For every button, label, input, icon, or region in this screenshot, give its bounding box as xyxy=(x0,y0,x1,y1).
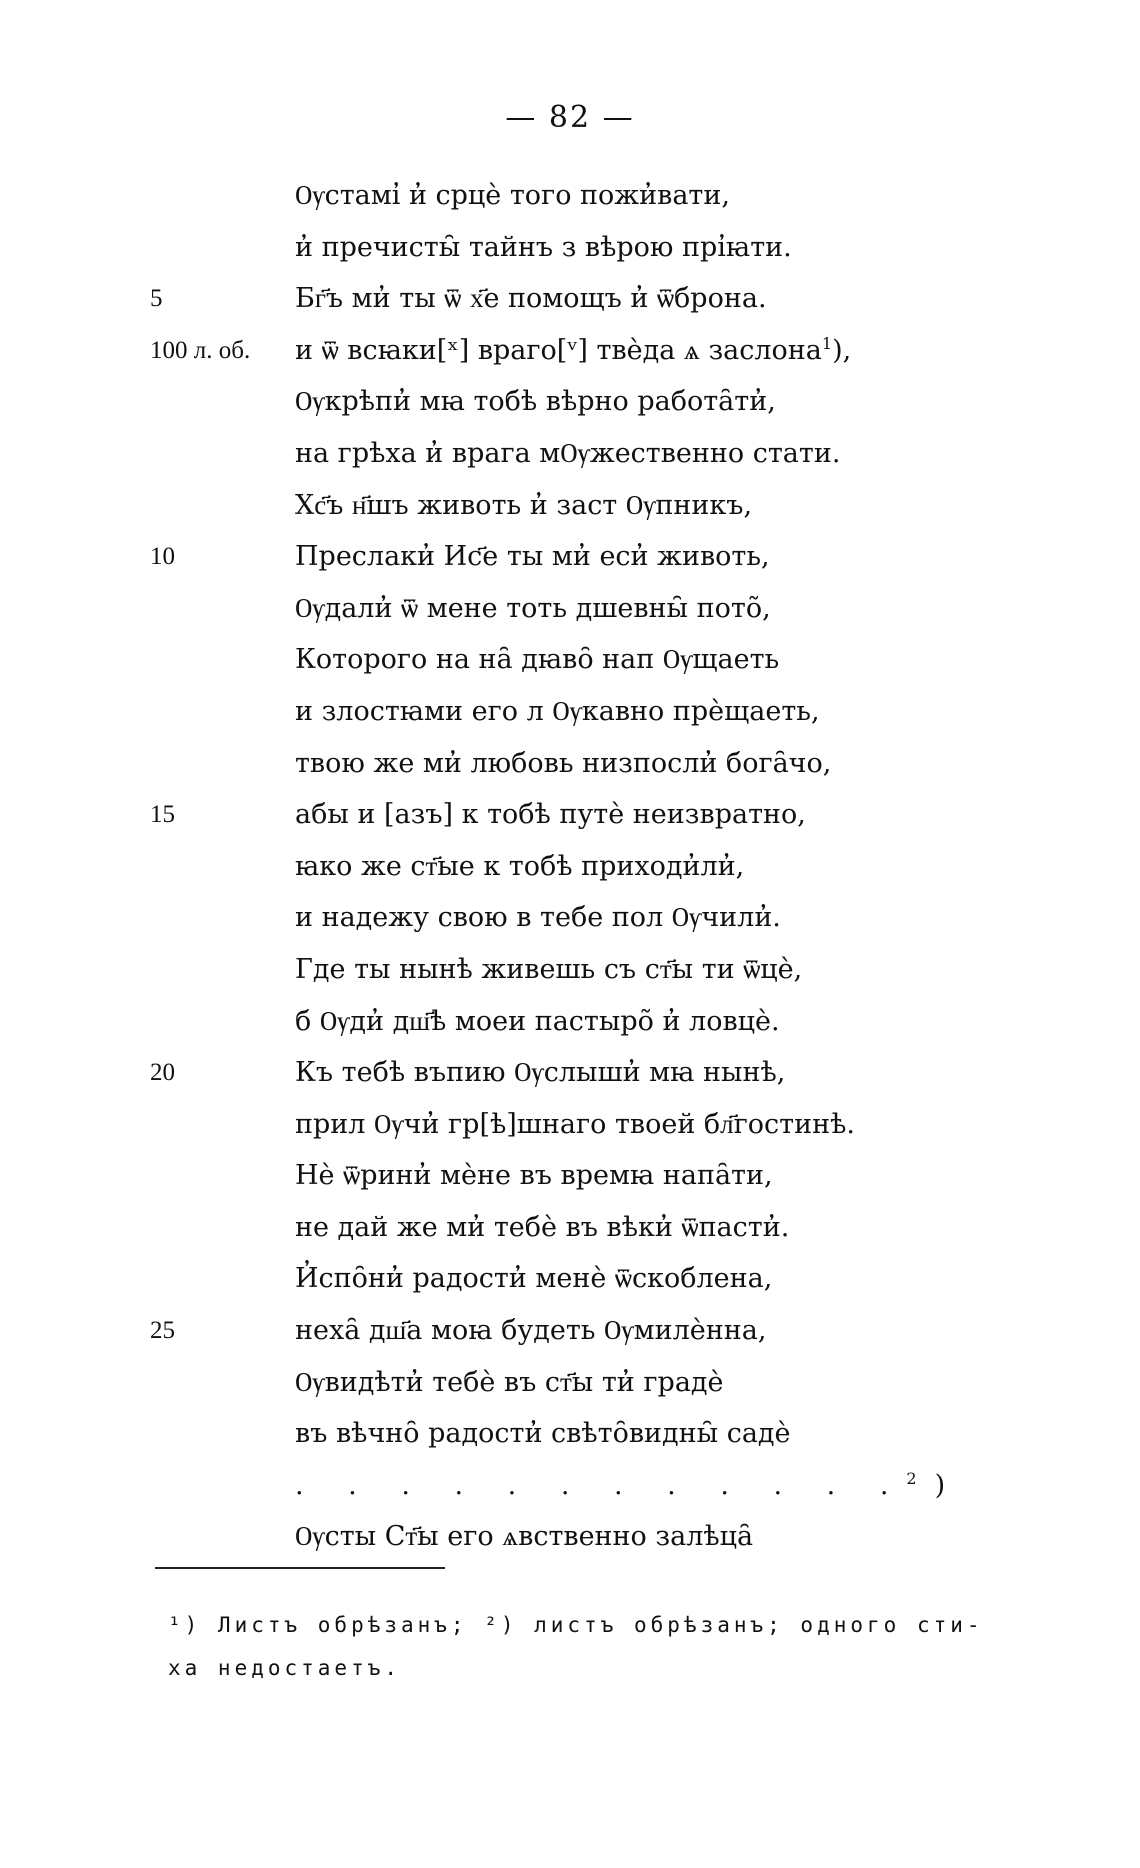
poem-line xyxy=(0,1357,1140,1409)
line-number: 100 л. об. xyxy=(150,336,251,364)
line-text xyxy=(295,583,771,635)
line-text xyxy=(295,170,730,222)
line-body: Ѹвидѣти̓ тебѐ въ ст҃ы ти̓ градѐ xyxy=(295,1366,724,1398)
line-body: неха̑ дш҃а моꙗ будеть Ѹмилѐнна, xyxy=(295,1315,767,1347)
line-number: 10 xyxy=(150,543,175,571)
page-number: — 82 — xyxy=(505,100,635,135)
line-number: 20 xyxy=(150,1059,175,1087)
line-tail: ) xyxy=(934,1469,964,1501)
poem-line xyxy=(0,376,1140,428)
poem-line xyxy=(0,1253,1140,1305)
footnote-marker: 1 xyxy=(821,333,833,353)
line-body: Где ты нынѣ живешь съ ст҃ы ти ѿцѐ, xyxy=(295,953,803,985)
line-body: и надежу свою в тебе пол Ѹчили̓. xyxy=(295,902,781,934)
line-text xyxy=(295,1305,766,1357)
line-text xyxy=(295,273,767,325)
poem-line xyxy=(0,841,1140,893)
line-body: Къ тебѣ въпию Ѹслыши̓ мꙗ нынѣ, xyxy=(295,1057,786,1089)
poem-line xyxy=(0,738,1140,790)
line-text xyxy=(295,1408,791,1460)
footnotes xyxy=(168,1604,1068,1690)
poem-line xyxy=(0,892,1140,944)
line-body: и̓ пречисты̑ тайнъ з вѣрою прі̓ꙗти. xyxy=(295,231,792,263)
line-text xyxy=(295,1460,963,1512)
footnote-marker: 2 xyxy=(906,1468,935,1488)
poem-line xyxy=(0,1202,1140,1254)
poem-line xyxy=(0,944,1140,996)
line-text xyxy=(295,841,744,893)
line-text xyxy=(295,1150,773,1202)
poem-line xyxy=(0,1511,1140,1563)
line-body: Нѐ ѿрини̓ мѐне въ времꙗ напа̑ти, xyxy=(295,1160,773,1192)
line-body: б Ѹди̓ дш҃ѣ моеи пастыро̃ и̓ ловцѐ. xyxy=(295,1005,780,1037)
line-body: на грѣха и̓ врага мѸжественно стати. xyxy=(295,437,841,469)
line-number: 15 xyxy=(150,801,175,829)
line-body: ꙗко же ст҃ые к тобѣ приходи̓ли̓, xyxy=(295,850,745,882)
poem-line xyxy=(0,531,1140,583)
footnote-line-2: ха недостаетъ. xyxy=(168,1656,402,1680)
poem-line xyxy=(0,1305,1140,1357)
line-text xyxy=(295,428,840,480)
line-text xyxy=(295,1099,855,1151)
line-number: 5 xyxy=(150,285,163,313)
footnote-line-1: ¹) Листъ обрѣзанъ; ²) листъ обрѣзанъ; одного сти- xyxy=(168,1613,984,1637)
poem-line xyxy=(0,1150,1140,1202)
line-tail: ), xyxy=(832,334,852,366)
line-text xyxy=(295,944,802,996)
line-text xyxy=(295,789,806,841)
poem-line xyxy=(0,996,1140,1048)
line-body: Которого на на̑ дꙗво̑ нап Ѹщаеть xyxy=(295,644,780,676)
poem-line xyxy=(0,686,1140,738)
poem-text xyxy=(0,170,1140,1563)
poem-line xyxy=(0,222,1140,274)
line-text xyxy=(295,686,820,738)
line-text xyxy=(295,325,851,377)
line-body: въ вѣчно̑ радости̓ свѣто̑видны̑ садѐ xyxy=(295,1418,791,1450)
poem-line xyxy=(0,480,1140,532)
line-body: И̓спо̑ни̓ радости̓ менѐ ѿскоблена, xyxy=(295,1263,773,1295)
poem-line xyxy=(0,1047,1140,1099)
line-text xyxy=(295,1511,753,1563)
poem-line xyxy=(0,1460,1140,1512)
line-body: Ѹдали̓ ѿ мене тоть дшевны̑ пото̃, xyxy=(295,592,771,624)
line-body: Преслаки̓ Иc҃е ты ми̓ еси̓ животь, xyxy=(295,541,770,573)
poem-line xyxy=(0,583,1140,635)
line-body: Ѹкрѣпи̓ мꙗ тобѣ вѣрно работа̑ти̓, xyxy=(295,386,776,418)
line-body: прил Ѹчи̓ гр[ѣ]шнаго твоей бл҃гостинѣ. xyxy=(295,1108,855,1140)
line-text xyxy=(295,1047,785,1099)
line-text xyxy=(295,480,752,532)
line-text xyxy=(295,634,779,686)
line-text xyxy=(295,222,792,274)
line-text xyxy=(295,1357,724,1409)
line-body: Хс҃ъ н҃шъ животь и̓ заст Ѹпникъ, xyxy=(295,489,753,521)
poem-line xyxy=(0,325,1140,377)
line-body: твою же ми̓ любовь низпосли̓ бога̑чо, xyxy=(295,747,832,779)
poem-line xyxy=(0,1099,1140,1151)
line-body: Ѹстамі̓ и̓ срцѐ того пожи̓вати, xyxy=(295,180,730,211)
poem-line xyxy=(0,789,1140,841)
line-body: Ѹсты Ст҃ы его ѧвственно залѣца̑ xyxy=(295,1521,754,1553)
line-body: Бг҃ъ ми̓ ты ѿ х҃е помощъ и̓ ѿброна. xyxy=(295,283,767,315)
line-text xyxy=(295,892,781,944)
line-number: 25 xyxy=(150,1317,175,1345)
poem-line xyxy=(0,428,1140,480)
line-text xyxy=(295,376,776,428)
line-body: и злостꙗми его л Ѹкавно прѐщаеть, xyxy=(295,695,820,727)
line-body: не дай же ми̓ тебѐ въ вѣки̓ ѿпасти̓. xyxy=(295,1211,790,1243)
footnote-divider xyxy=(155,1567,445,1569)
line-body: абы и [азъ] к тобѣ путѐ неизвратно, xyxy=(295,799,806,831)
poem-line xyxy=(0,1408,1140,1460)
line-text xyxy=(295,1253,772,1305)
poem-line xyxy=(0,273,1140,325)
line-text xyxy=(295,1202,789,1254)
line-text xyxy=(295,531,770,583)
line-body: и ѿ всꙗки[ˣ] враго[ᵛ] твѐда ѧ заслона xyxy=(295,334,822,366)
line-text xyxy=(295,996,780,1048)
line-text xyxy=(295,738,831,790)
poem-line xyxy=(0,634,1140,686)
line-body: . . . . . . . . . . . . xyxy=(295,1469,907,1501)
poem-line xyxy=(0,170,1140,222)
